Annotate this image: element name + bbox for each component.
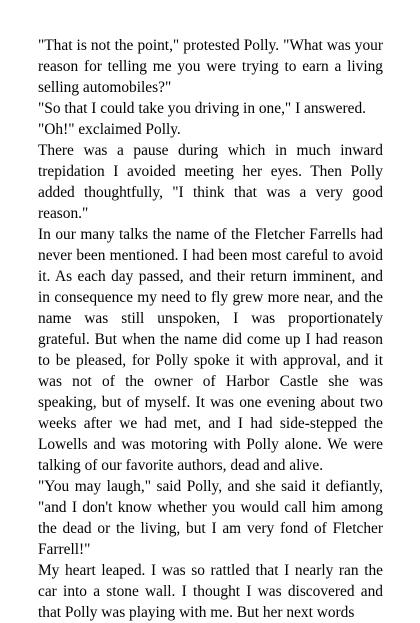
paragraph: "Oh!" exclaimed Polly. — [38, 121, 181, 138]
paragraph: "That is not the point," protested Polly. "What was your reason for telling me you were trying to earn a living selling automobiles?" — [38, 37, 383, 96]
paragraph: My heart leaped. I was so rattled that I nearly ran the car into a stone wall. I thought I was discovered and that Polly was playing with me. But her next words — [38, 562, 383, 621]
paragraph: In our many talks the name of the Fletcher Farrells had never been mentioned. I had been most careful to avoid it. As each day passed, and their return imminent, and in consequence my need to fly grew more near, and the name was still unspoken, I was proportionately grateful. But when the name did come up I had reason to be pleased, for Polly spoke it with approval, and it was not of the owner of Harbor Castle she was speaking, but of myself. It was one evening about two weeks after we had met, and I had side-stepped the Lowells and was motoring with Polly alone. We were talking of our favorite authors, dead and alive. — [38, 226, 383, 474]
document-page — [38, 35, 383, 623]
paragraph: "So that I could take you driving in one," I answered. — [38, 100, 366, 117]
paragraph: "You may laugh," said Polly, and she said it defiantly, "and I don't know whether you would call him among the dead or the living, but I am very fond of Fletcher Farrell!" — [38, 478, 383, 558]
paragraph: There was a pause during which in much inward trepidation I avoided meeting her eyes. Then Polly added thoughtfully, "I think that was a very good reason." — [38, 142, 383, 222]
